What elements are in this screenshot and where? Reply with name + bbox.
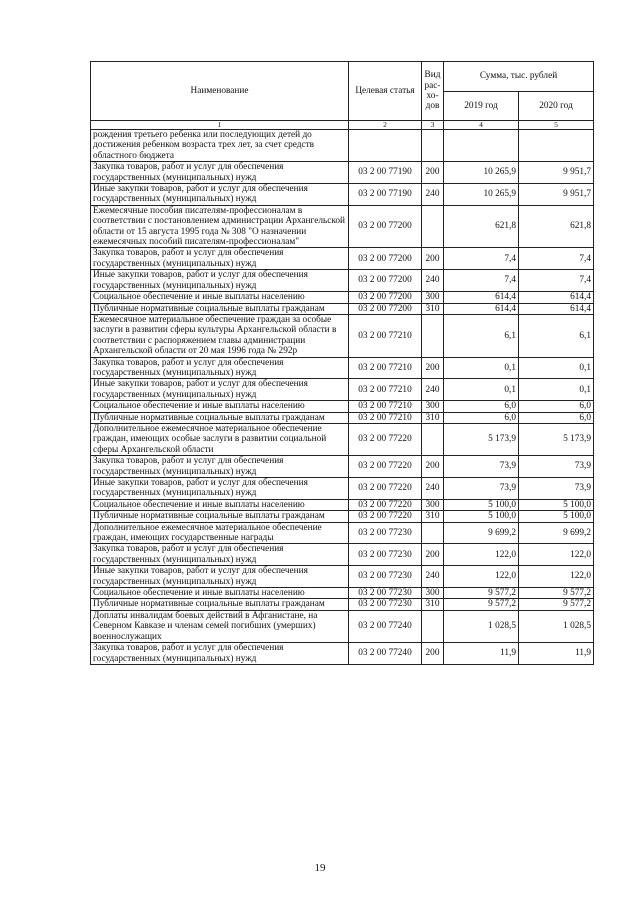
row-article: 03 2 00 77210: [349, 314, 422, 357]
row-name: Закупка товаров, работ и услуг для обеспечения государственных (муниципальных) нужд: [91, 544, 349, 566]
row-vid: 300: [422, 499, 444, 510]
header-vid: Вид рас- хо- дов: [422, 62, 444, 121]
row-name: Закупка товаров, работ и услуг для обеспечения государственных (муниципальных) нужд: [91, 643, 349, 665]
row-amount-2019: 0,1: [444, 379, 519, 401]
row-name: рождения третьего ребенка или последующих детей до достижения ребенком возраста трех лет, за счет средств областного бюджета: [91, 130, 349, 162]
row-article: [349, 130, 422, 162]
row-article: 03 2 00 77210: [349, 401, 422, 412]
row-amount-2020: 5 100,0: [519, 499, 594, 510]
row-vid: 310: [422, 303, 444, 314]
row-amount-2020: 614,4: [519, 303, 594, 314]
row-amount-2019: 7,4: [444, 248, 519, 270]
row-amount-2020: 0,1: [519, 379, 594, 401]
row-name: Социальное обеспечение и иные выплаты населению: [91, 588, 349, 599]
row-article: 03 2 00 77220: [349, 511, 422, 522]
row-article: 03 2 00 77240: [349, 610, 422, 642]
row-name: Публичные нормативные социальные выплаты гражданам: [91, 303, 349, 314]
table-row: [91, 130, 594, 162]
row-article: 03 2 00 77230: [349, 566, 422, 588]
row-amount-2019: 122,0: [444, 566, 519, 588]
row-amount-2020: 7,4: [519, 248, 594, 270]
row-name: Закупка товаров, работ и услуг для обеспечения государственных (муниципальных) нужд: [91, 248, 349, 270]
row-amount-2020: 7,4: [519, 270, 594, 292]
row-amount-2020: 9 951,7: [519, 162, 594, 184]
table-row: [91, 401, 594, 412]
row-amount-2019: 9 577,2: [444, 599, 519, 610]
row-article: 03 2 00 77220: [349, 478, 422, 500]
row-article: 03 2 00 77230: [349, 544, 422, 566]
table-row: [91, 162, 594, 184]
row-article: 03 2 00 77200: [349, 303, 422, 314]
row-amount-2020: 5 173,9: [519, 423, 594, 455]
table-row: [91, 184, 594, 206]
row-article: 03 2 00 77200: [349, 270, 422, 292]
row-amount-2020: 122,0: [519, 544, 594, 566]
row-name: Социальное обеспечение и иные выплаты населению: [91, 499, 349, 510]
row-article: 03 2 00 77200: [349, 292, 422, 303]
row-vid: 200: [422, 357, 444, 379]
row-name: Ежемесячное материальное обеспечение граждан за особые заслуги в развитии сферы культуры Архангельской области в соответствии с распоряжением главы администрации Архангельской области от 20 мая 1996 года № 292р: [91, 314, 349, 357]
row-vid: 240: [422, 270, 444, 292]
row-article: 03 2 00 77210: [349, 379, 422, 401]
row-article: 03 2 00 77200: [349, 248, 422, 270]
table-row: [91, 522, 594, 544]
row-amount-2020: 122,0: [519, 566, 594, 588]
row-vid: 300: [422, 292, 444, 303]
table-row: [91, 292, 594, 303]
row-name: Социальное обеспечение и иные выплаты населению: [91, 292, 349, 303]
row-article: 03 2 00 77200: [349, 205, 422, 248]
row-name: Публичные нормативные социальные выплаты гражданам: [91, 599, 349, 610]
row-article: 03 2 00 77220: [349, 456, 422, 478]
row-amount-2020: 73,9: [519, 478, 594, 500]
table-row: [91, 314, 594, 357]
row-vid: 240: [422, 478, 444, 500]
row-vid: 200: [422, 643, 444, 665]
column-number: 4: [444, 121, 519, 130]
row-amount-2020: 6,1: [519, 314, 594, 357]
row-amount-2019: 6,0: [444, 412, 519, 423]
row-amount-2019: 6,0: [444, 401, 519, 412]
table-row: [91, 499, 594, 510]
row-article: 03 2 00 77220: [349, 499, 422, 510]
table-row: [91, 610, 594, 642]
row-amount-2020: 1 028,5: [519, 610, 594, 642]
row-vid: [422, 205, 444, 248]
table-row: [91, 566, 594, 588]
table-row: [91, 588, 594, 599]
column-number: 3: [422, 121, 444, 130]
row-amount-2020: 621,8: [519, 205, 594, 248]
table-row: [91, 357, 594, 379]
row-amount-2020: 614,4: [519, 292, 594, 303]
row-article: 03 2 00 77190: [349, 162, 422, 184]
row-vid: 200: [422, 544, 444, 566]
row-amount-2020: 9 577,2: [519, 588, 594, 599]
column-number: 5: [519, 121, 594, 130]
row-vid: 300: [422, 588, 444, 599]
table-row: [91, 423, 594, 455]
row-amount-2019: 614,4: [444, 303, 519, 314]
column-number: 1: [91, 121, 349, 130]
row-article: 03 2 00 77220: [349, 423, 422, 455]
row-amount-2020: 9 577,2: [519, 599, 594, 610]
row-amount-2019: 614,4: [444, 292, 519, 303]
table-row: [91, 303, 594, 314]
row-amount-2019: 9 699,2: [444, 522, 519, 544]
row-name: Дополнительное ежемесячное материальное обеспечение граждан, имеющих особые заслуги в развитии социальной сферы Архангельской области: [91, 423, 349, 455]
row-name: Закупка товаров, работ и услуг для обеспечения государственных (муниципальных) нужд: [91, 162, 349, 184]
row-article: 03 2 00 77190: [349, 184, 422, 206]
row-name: Публичные нормативные социальные выплаты гражданам: [91, 412, 349, 423]
row-amount-2019: 10 265,9: [444, 184, 519, 206]
header-article: Целевая статья: [349, 62, 422, 121]
row-vid: 200: [422, 248, 444, 270]
row-article: 03 2 00 77210: [349, 357, 422, 379]
table-row: [91, 511, 594, 522]
table-row: [91, 599, 594, 610]
column-number: 2: [349, 121, 422, 130]
row-name: Ежемесячные пособия писателям-профессионалам в соответствии с постановлением администрации Архангельской области от 15 августа 1995 года № 308 "О назначении ежемесячных пособий писателям-профессионалам": [91, 205, 349, 248]
table-row: [91, 379, 594, 401]
row-article: 03 2 00 77210: [349, 412, 422, 423]
row-amount-2019: 10 265,9: [444, 162, 519, 184]
row-name: Доплаты инвалидам боевых действий в Афганистане, на Северном Кавказе и членам семей погибших (умерших) военнослужащих: [91, 610, 349, 642]
row-amount-2019: 5 100,0: [444, 511, 519, 522]
row-amount-2019: 6,1: [444, 314, 519, 357]
row-vid: [422, 522, 444, 544]
row-amount-2020: 0,1: [519, 357, 594, 379]
page-number: 19: [314, 862, 326, 874]
row-vid: 300: [422, 401, 444, 412]
row-amount-2020: 5 100,0: [519, 511, 594, 522]
row-amount-2020: [519, 130, 594, 162]
row-name: Иные закупки товаров, работ и услуг для обеспечения государственных (муниципальных) нужд: [91, 184, 349, 206]
table-body: [91, 130, 594, 665]
table-row: [91, 544, 594, 566]
row-amount-2020: 6,0: [519, 401, 594, 412]
row-amount-2019: 73,9: [444, 478, 519, 500]
table-row: [91, 456, 594, 478]
row-vid: 240: [422, 566, 444, 588]
row-article: 03 2 00 77230: [349, 522, 422, 544]
row-amount-2019: 5 173,9: [444, 423, 519, 455]
row-name: Иные закупки товаров, работ и услуг для обеспечения государственных (муниципальных) нужд: [91, 478, 349, 500]
row-amount-2019: 122,0: [444, 544, 519, 566]
row-vid: 240: [422, 184, 444, 206]
table-row: [91, 248, 594, 270]
row-amount-2020: 9 699,2: [519, 522, 594, 544]
header-year-2020: 2020 год: [519, 91, 594, 121]
row-amount-2020: 11,9: [519, 643, 594, 665]
row-name: Социальное обеспечение и иные выплаты населению: [91, 401, 349, 412]
row-amount-2019: 1 028,5: [444, 610, 519, 642]
table-row: [91, 205, 594, 248]
header-sum: Сумма, тыс. рублей: [444, 62, 594, 92]
row-amount-2019: 0,1: [444, 357, 519, 379]
row-amount-2019: 73,9: [444, 456, 519, 478]
table-row: [91, 412, 594, 423]
header-year-2019: 2019 год: [444, 91, 519, 121]
row-article: 03 2 00 77240: [349, 643, 422, 665]
row-vid: [422, 130, 444, 162]
header-name: Наименование: [91, 62, 349, 121]
row-name: Закупка товаров, работ и услуг для обеспечения государственных (муниципальных) нужд: [91, 456, 349, 478]
row-vid: 240: [422, 379, 444, 401]
row-amount-2019: 11,9: [444, 643, 519, 665]
row-article: 03 2 00 77230: [349, 588, 422, 599]
row-name: Иные закупки товаров, работ и услуг для обеспечения государственных (муниципальных) нужд: [91, 379, 349, 401]
row-name: Иные закупки товаров, работ и услуг для обеспечения государственных (муниципальных) нужд: [91, 270, 349, 292]
table-row: [91, 643, 594, 665]
table-row: [91, 270, 594, 292]
row-amount-2020: 9 951,7: [519, 184, 594, 206]
row-amount-2020: 73,9: [519, 456, 594, 478]
row-vid: [422, 610, 444, 642]
row-article: 03 2 00 77230: [349, 599, 422, 610]
row-amount-2019: [444, 130, 519, 162]
row-vid: 310: [422, 412, 444, 423]
row-amount-2019: 9 577,2: [444, 588, 519, 599]
row-amount-2020: 6,0: [519, 412, 594, 423]
row-amount-2019: 7,4: [444, 270, 519, 292]
row-amount-2019: 5 100,0: [444, 499, 519, 510]
budget-table: [90, 61, 594, 665]
row-vid: 310: [422, 511, 444, 522]
row-vid: 310: [422, 599, 444, 610]
row-name: Публичные нормативные социальные выплаты гражданам: [91, 511, 349, 522]
row-name: Иные закупки товаров, работ и услуг для обеспечения государственных (муниципальных) нужд: [91, 566, 349, 588]
row-name: Закупка товаров, работ и услуг для обеспечения государственных (муниципальных) нужд: [91, 357, 349, 379]
table-row: [91, 478, 594, 500]
row-vid: [422, 423, 444, 455]
row-vid: [422, 314, 444, 357]
row-amount-2019: 621,8: [444, 205, 519, 248]
row-vid: 200: [422, 162, 444, 184]
row-name: Дополнительное ежемесячное материальное обеспечение граждан, имеющих государственные награды: [91, 522, 349, 544]
row-vid: 200: [422, 456, 444, 478]
